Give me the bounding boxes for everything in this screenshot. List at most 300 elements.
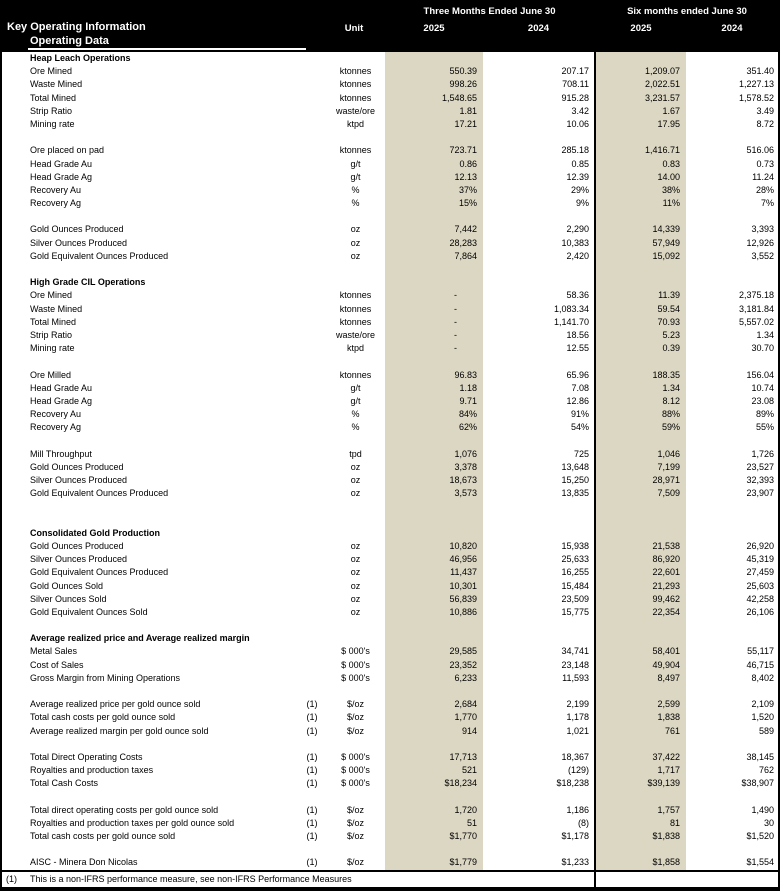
footnote-ref: (1) [306,857,318,868]
unit-cell: oz [350,540,361,551]
data-row [2,303,778,316]
data-row [2,606,778,619]
row-label: Metal Sales [30,646,78,657]
value-tm-2025: 11,437 [450,567,477,578]
value-sm-2025: 99,462 [652,593,680,604]
data-row [2,540,778,553]
data-row [2,817,778,830]
spacer-row [2,355,778,368]
value-tm-2025: 1,548.65 [441,92,477,103]
section-header-row [2,632,778,645]
value-sm-2024: 25,603 [746,580,774,591]
value-sm-2024: 89% [755,409,774,420]
value-sm-2025: 5.23 [662,329,680,340]
value-tm-2025: 1,720 [454,804,477,815]
data-row [2,329,778,342]
row-label: Silver Ounces Sold [30,593,107,604]
value-sm-2025: 38% [661,184,680,195]
row-label: Waste Mined [30,303,83,314]
value-tm-2025: - [454,343,457,354]
value-tm-2025: 17.21 [454,118,477,129]
row-label: Gold Equivalent Ounces Produced [30,488,169,499]
row-label: Total Direct Operating Costs [30,751,143,762]
row-label: Head Grade Au [30,158,93,169]
table-body [2,52,778,870]
footnote-ref: (1) [306,751,318,762]
data-row [2,184,778,197]
data-row [2,78,778,91]
value-sm-2024: 23,907 [746,488,774,499]
value-tm-2025: 12.13 [454,171,477,182]
data-row [2,237,778,250]
value-sm-2024: $1,554 [746,857,774,868]
data-row [2,698,778,711]
unit-cell: ktonnes [339,92,372,103]
data-row [2,342,778,355]
value-sm-2025: 21,538 [652,540,680,551]
value-sm-2024: 38,145 [746,751,774,762]
row-label: AISC - Minera Don Nicolas [30,857,138,868]
value-tm-2024: 58.36 [566,290,589,301]
table-header [0,0,780,52]
value-tm-2024: $1,233 [561,857,589,868]
value-sm-2025: 81 [669,817,680,828]
value-sm-2025: 14,339 [652,224,680,235]
row-label: Gross Margin from Mining Operations [30,672,181,683]
value-tm-2024: 10.06 [566,118,589,129]
row-label: Mining rate [30,118,75,129]
row-label: Recovery Ag [30,198,82,209]
footnote-ref [296,672,328,685]
footnote-ref [296,448,328,461]
year-header-tm-2024: 2024 [527,23,550,34]
value-tm-2025: 28,283 [449,237,477,248]
value-sm-2024: 7% [760,198,774,209]
footnote-ref [296,237,328,250]
data-row [2,580,778,593]
value-tm-2025: 15% [458,198,477,209]
value-sm-2024: 1,490 [751,804,774,815]
table-bottom-border [0,887,780,891]
footnote-ref [296,223,328,236]
section-title: Heap Leach Operations [30,53,131,63]
row-label: Gold Equivalent Ounces Sold [30,606,148,617]
unit-cell: $ 000's [341,778,370,789]
value-sm-2024: 3,393 [751,224,774,235]
value-sm-2025: 1.67 [662,105,680,116]
value-sm-2024: 3.49 [756,105,774,116]
value-tm-2024: 725 [573,448,589,459]
value-sm-2025: 11.39 [658,290,680,301]
year-header-sm-2024: 2024 [721,23,743,34]
value-tm-2025: 29,585 [449,646,477,657]
value-sm-2024: 1,726 [751,448,774,459]
unit-cell: ktonnes [339,369,372,380]
value-sm-2024: 12,926 [746,237,774,248]
spacer-row [2,619,778,632]
unit-cell: $/oz [346,817,364,828]
row-label: Mill Throughput [30,448,92,459]
data-row [2,92,778,105]
row-label: Gold Equivalent Ounces Produced [30,250,169,261]
value-tm-2025: - [454,303,457,314]
unit-cell: $ 000's [341,765,370,776]
footnote-ref: (1) [306,778,318,789]
value-tm-2024: 15,938 [561,540,589,551]
value-tm-2024: 34,741 [561,646,589,657]
footnote-ref [296,606,328,619]
value-tm-2025: 6,233 [454,672,477,683]
row-label: Ore placed on pad [30,145,105,156]
unit-cell: oz [350,237,361,248]
unit-cell: g/t [350,382,361,393]
value-tm-2025: 7,442 [454,224,477,235]
value-tm-2024: 2,199 [566,699,589,710]
data-row [2,487,778,500]
value-sm-2024: 8,402 [751,672,774,683]
value-sm-2024: 8.72 [756,118,774,129]
value-sm-2025: 28,971 [652,475,680,485]
value-tm-2024: 1,186 [566,804,589,815]
value-tm-2025: 46,956 [449,554,477,565]
unit-cell: ktonnes [339,145,372,156]
value-tm-2025: 1,076 [454,448,477,459]
value-tm-2024: 18,367 [561,751,589,762]
value-sm-2025: $1,858 [652,857,680,868]
footnote-ref [296,171,328,184]
data-row [2,777,778,790]
footnote-ref [296,421,328,434]
value-tm-2024: 9% [575,198,589,209]
footnote-ref [296,65,328,78]
row-label: Cost of Sales [30,659,84,670]
value-sm-2025: 1,717 [657,765,680,776]
footnote-ref [296,316,328,329]
value-tm-2025: 0.86 [459,158,477,169]
spacer-row [2,434,778,447]
value-sm-2024: 30 [763,817,774,828]
value-sm-2025: 88% [661,409,680,420]
value-sm-2024: 3,181.84 [738,303,774,314]
row-label: Ore Mined [30,290,73,301]
spacer-row [2,843,778,856]
value-tm-2024: 3.42 [571,105,589,116]
value-sm-2024: $38,907 [741,778,774,789]
unit-cell: ktonnes [339,290,372,301]
value-sm-2024: 27,459 [746,567,774,578]
row-label: Total cash costs per gold ounce sold [30,831,176,842]
row-label: Waste Mined [30,79,83,90]
row-label: Total Mined [30,92,77,103]
footnote-ref [296,92,328,105]
unit-cell: tpd [349,448,362,459]
value-tm-2024: 1,178 [566,712,589,723]
value-sm-2025: 86,920 [652,554,680,565]
data-row [2,751,778,764]
value-sm-2025: 70.93 [657,316,680,327]
value-tm-2024: 11,593 [562,672,589,683]
value-sm-2024: 46,715 [746,659,774,670]
row-label: Gold Ounces Produced [30,224,124,235]
unit-cell: % [351,184,360,195]
value-sm-2024: 1.34 [756,329,774,340]
value-tm-2025: $1,770 [449,831,477,842]
unit-cell: $/oz [346,831,364,842]
value-sm-2025: 3,231.57 [644,92,680,103]
spacer-row [2,131,778,144]
value-sm-2025: 14.00 [657,171,680,182]
section-header-row [2,52,778,65]
unit-cell: $ 000's [341,659,370,670]
year-header-sm-2025: 2025 [630,23,652,34]
row-label: Total direct operating costs per gold ounce sold [30,804,219,815]
value-sm-2024: 5,557.02 [738,316,774,327]
footnote-ref [296,78,328,91]
value-tm-2024: 1,021 [566,725,589,736]
value-tm-2024: $18,238 [556,778,589,789]
value-tm-2024: 15,484 [561,580,589,591]
value-sm-2025: 49,904 [652,659,680,670]
value-tm-2025: 51 [466,817,477,828]
value-sm-2025: 1,416.71 [644,145,680,156]
value-tm-2025: 2,684 [454,699,477,710]
value-tm-2024: 13,648 [561,461,589,472]
value-sm-2025: 59.54 [657,303,680,314]
footnote-text: This is a non-IFRS performance measure, see non-IFRS Performance Measures [30,874,352,884]
value-tm-2025: 18,673 [449,475,477,485]
subtitle-underline [28,48,306,50]
data-row [2,566,778,579]
value-sm-2024: 28% [755,184,774,195]
value-tm-2025: 23,352 [449,659,477,670]
value-tm-2025: $18,234 [444,778,477,789]
value-sm-2024: 45,319 [746,554,774,565]
value-tm-2024: 15,775 [561,606,589,617]
value-tm-2025: 10,301 [449,580,477,591]
page-subtitle: Operating Data [30,35,109,47]
value-sm-2025: 1,757 [657,804,680,815]
column-group-six-months: Six months ended June 30 [627,6,747,17]
value-sm-2025: 7,199 [657,461,680,472]
value-sm-2024: 1,520 [751,712,774,723]
value-sm-2024: 26,106 [746,606,774,617]
data-row [2,118,778,131]
row-label: Ore Milled [30,369,72,380]
row-label: Head Grade Ag [30,171,93,182]
spacer-row [2,263,778,276]
value-tm-2024: 23,509 [561,593,589,604]
unit-cell: $ 000's [341,646,370,657]
data-row [2,711,778,724]
unit-cell: oz [350,475,361,485]
unit-cell: % [351,422,360,433]
row-label: Silver Ounces Produced [30,475,128,485]
footnote-ref [296,382,328,395]
data-row [2,659,778,672]
value-tm-2024: 23,148 [561,659,589,670]
row-label: Recovery Au [30,409,82,420]
value-sm-2025: 58,401 [652,646,680,657]
value-sm-2024: 23,527 [746,461,774,472]
data-row [2,421,778,434]
footnote-ref: (1) [306,804,318,815]
footnote-ref [296,250,328,263]
section-title: High Grade CIL Operations [30,277,146,288]
value-sm-2025: 22,601 [652,567,680,578]
section-title: Average realized price and Average realized margin [30,633,250,644]
footnote-ref [296,474,328,487]
unit-cell: ktonnes [339,79,372,90]
value-sm-2024: 55% [755,422,774,433]
value-tm-2024: 2,420 [566,250,589,261]
data-row [2,65,778,78]
value-tm-2024: 1,141.70 [553,316,589,327]
value-tm-2025: 998.26 [449,79,477,90]
row-label: Royalties and production taxes per gold ounce sold [30,817,235,828]
value-tm-2025: - [454,329,457,340]
value-tm-2025: 10,820 [449,540,477,551]
value-tm-2025: - [454,290,457,301]
footnote-ref [296,303,328,316]
left-border [0,0,2,891]
value-sm-2025: 57,949 [652,237,680,248]
unit-cell: g/t [350,395,361,406]
value-sm-2025: 0.39 [662,343,680,354]
value-sm-2025: 8.12 [662,395,680,406]
row-label: Gold Ounces Sold [30,580,104,591]
unit-cell: g/t [350,158,361,169]
value-tm-2025: 96.83 [454,369,477,380]
row-label: Gold Equivalent Ounces Produced [30,567,169,578]
unit-cell: ktonnes [339,303,372,314]
row-label: Total Cash Costs [30,778,99,789]
data-row [2,382,778,395]
unit-cell: $/oz [346,725,364,736]
data-row [2,725,778,738]
unit-cell: oz [350,554,361,565]
value-sm-2024: 42,258 [746,593,774,604]
footnote-ref [296,289,328,302]
row-label: Strip Ratio [30,105,73,116]
value-sm-2024: 762 [758,765,774,776]
unit-cell: $/oz [346,712,364,723]
value-sm-2024: 3,552 [751,250,774,261]
row-label: Gold Ounces Produced [30,540,124,551]
value-sm-2024: 23.08 [751,395,774,406]
unit-cell: oz [350,567,361,578]
value-sm-2024: 10.74 [751,382,774,393]
value-tm-2024: 15,250 [561,475,589,485]
unit-cell: ktpd [346,343,364,354]
data-row [2,223,778,236]
value-sm-2025: 22,354 [652,606,680,617]
row-label: Average realized margin per gold ounce sold [30,725,209,736]
unit-cell: $ 000's [341,751,370,762]
row-label: Gold Ounces Produced [30,461,124,472]
value-tm-2024: 207.17 [561,66,589,77]
footnote-ref: (1) [306,725,318,736]
value-tm-2025: 17,713 [449,751,477,762]
value-tm-2025: 723.71 [449,145,477,156]
row-label: Royalties and production taxes [30,765,154,776]
value-sm-2024: 351.40 [746,66,774,77]
footnote-ref [296,659,328,672]
unit-cell: ktonnes [339,316,372,327]
value-sm-2024: 30.70 [751,343,774,354]
row-label: Ore Mined [30,66,73,77]
value-tm-2024: (8) [578,817,589,828]
value-tm-2024: $1,178 [561,831,589,842]
value-sm-2025: 761 [664,725,680,736]
footnote-ref [296,197,328,210]
value-tm-2025: 9.71 [459,395,477,406]
value-sm-2025: 11% [662,198,680,209]
footnote-ref [296,553,328,566]
footnote-ref [296,329,328,342]
value-sm-2024: 516.06 [746,145,774,156]
value-sm-2025: 15,092 [652,250,680,261]
value-tm-2024: 12.39 [566,171,589,182]
data-row [2,289,778,302]
year-header-tm-2025: 2025 [423,23,445,34]
value-tm-2024: 18.56 [566,329,589,340]
footnote-ref [296,105,328,118]
unit-cell: waste/ore [335,329,376,340]
value-tm-2024: 10,383 [561,237,589,248]
footnote-ref: (1) [306,817,318,828]
unit-cell: g/t [350,171,361,182]
spacer-row [2,514,778,527]
value-sm-2024: 0.73 [756,158,774,169]
spacer-row [2,791,778,804]
value-tm-2024: 0.85 [571,158,589,169]
footnote-ref [296,144,328,157]
data-row [2,593,778,606]
footnote-ref [296,461,328,474]
value-sm-2024: 1,227.13 [738,79,774,90]
row-label: Silver Ounces Produced [30,237,128,248]
unit-cell: ktpd [346,118,364,129]
unit-cell: oz [350,224,361,235]
footnote-ref [296,342,328,355]
value-sm-2024: 156.04 [746,369,774,380]
row-label: Total cash costs per gold ounce sold [30,712,176,723]
value-tm-2025: $1,779 [449,857,477,868]
value-tm-2025: 3,378 [454,461,477,472]
value-tm-2025: 62% [458,422,477,433]
data-row [2,144,778,157]
unit-cell: $/oz [346,699,364,710]
value-sm-2024: 11.24 [752,171,774,182]
value-sm-2024: 26,920 [746,540,774,551]
unit-cell: % [351,198,360,209]
value-sm-2025: 37,422 [652,751,680,762]
value-sm-2025: $39,139 [647,778,680,789]
value-tm-2025: 7,864 [454,250,477,261]
footnote-ref [296,369,328,382]
data-row [2,316,778,329]
unit-cell: $/oz [346,804,364,815]
value-tm-2024: 12.55 [566,343,589,354]
data-row [2,250,778,263]
value-sm-2025: 1,046 [657,448,680,459]
row-label: Head Grade Ag [30,395,93,406]
value-tm-2024: (129) [567,765,589,776]
value-sm-2024: 55,117 [747,646,774,657]
unit-cell: $/oz [346,857,364,868]
data-row [2,461,778,474]
data-row [2,804,778,817]
